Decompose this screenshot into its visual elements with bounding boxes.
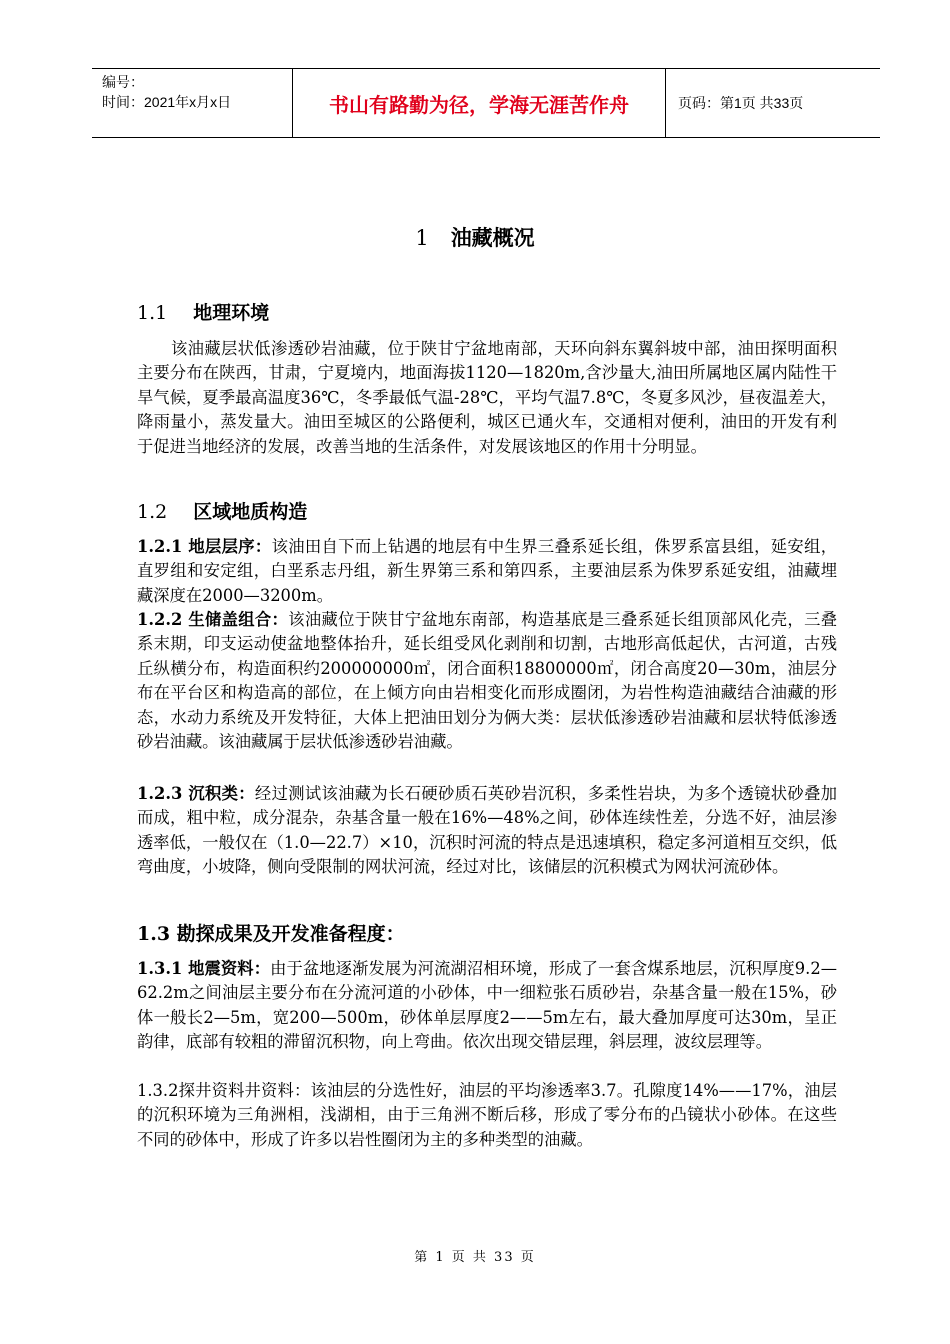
header-time: 时间：2021年x月x日 — [102, 94, 232, 110]
chapter-number: 1 — [415, 226, 429, 250]
section-heading-1-3: 1.3 勘探成果及开发准备程度： — [137, 923, 405, 945]
paragraph-1-3-1 — [137, 957, 837, 1055]
paragraph-text: 经过测试该油藏为长石硬砂质石英砂岩沉积，多柔性岩块，为多个透镜状砂叠加而成，粗中粒，成分混杂，杂基含量一般在16%—48%之间，砂体连续性差，分选不好，油层渗透率低，一般仅在（1.0—22.7）×10，沉积时河流的特点是迅速填积，稳定多河道相互交织，低弯曲度，小坡降，侧向受限制的网状河流，经过对比，该储层的沉积模式为网状河流砂体。 — [137, 784, 837, 877]
paragraph-1-3-2: 1.3.2探井资料井资料：该油层的分选性好，油层的平均渗透率3.7。孔隙度14%——17%，油层的沉积环境为三角洲相，浅湖相，由于三角洲不断后移，形成了零分布的凸镜状小砂体。在这些不同的砂体中，形成了许多以岩性圈闭为主的多种类型的油藏。 — [137, 1081, 837, 1149]
paragraph-text: 该油藏位于陕甘宁盆地东南部，构造基底是三叠系延长组顶部风化壳，三叠系末期，印支运动使盆地整体抬升，延长组受风化剥削和切割，古地形高低起伏，古河道，古残丘纵横分布，构造面积约200000000㎡，闭合面积18800000㎡，闭合高度20—30m，油层分布在平台区和构造高的部位，在上倾方向由岩相变化而形成圈闭，为岩性构造油藏结合油藏的形态，水动力系统及开发特征，大体上把油田划分为俩大类：层状低渗透砂岩油藏和层状特低渗透砂岩油藏。该油藏属于层状低渗透砂岩油藏。 — [137, 610, 837, 752]
chapter-title — [0, 222, 950, 252]
paragraph-label: 1.2.1 地层层序： — [137, 537, 272, 556]
page-footer: 第 1 页 共 33 页 — [414, 1250, 536, 1265]
paragraph-label: 1.3.1 地震资料： — [137, 959, 271, 978]
header-motto: 书山有路勤为径，学海无涯苦作舟 — [293, 69, 666, 137]
section-number: 1.1 — [137, 302, 168, 324]
paragraph-1-2-1 — [137, 535, 837, 608]
paragraph-label: 1.2.3 沉积类： — [137, 784, 255, 803]
section-number: 1.2 — [137, 501, 168, 523]
paragraph-text: 由于盆地逐渐发展为河流湖沼相环境，形成了一套含煤系地层，沉积厚度9.2—62.2m之间油层主要分布在分流河道的小砂体，中一细粒张石质砂岩，杂基含量一般在15%，砂体一般长2—5m，宽200—500m，砂体单层厚度2——5m左右，最大叠加厚度可达30m，呈正韵律，底部有较粗的滞留沉积物，向上弯曲。依次出现交错层理，斜层理，波纹层理等。 — [137, 959, 837, 1052]
paragraph-1-2-3 — [137, 782, 837, 880]
header-page-number: 页码：第1页 共33页 — [678, 95, 804, 111]
section-heading-1-2 — [137, 497, 307, 524]
paragraph-label: 1.2.2 生储盖组合： — [137, 610, 289, 629]
chapter-title-text: 油藏概况 — [450, 225, 535, 250]
paragraph-geography: 该油藏层状低渗透砂岩油藏，位于陕甘宁盆地南部，天环向斜东翼斜坡中部，油田探明面积主要分布在陕西，甘肃，宁夏境内，地面海拔1120—1820m,含沙量大,油田所属地区属内陆性干旱气候，夏季最高温度36℃，冬季最低气温-28℃，平均气温7.8℃，冬夏多风沙，昼夜温差大，降雨量小，蒸发量大。油田至城区的公路便利，城区已通火车，交通相对便利，油田的开发有利于促进当地经济的发展，改善当地的生活条件，对发展该地区的作用十分明显。 — [137, 339, 837, 456]
header-meta — [92, 69, 293, 137]
header-code: 编号： — [102, 74, 144, 90]
paragraph-1-2-2 — [137, 608, 837, 754]
paragraph-text: 该油田自下而上钻遇的地层有中生界三叠系延长组，侏罗系富县组，延安组，直罗组和安定组，白垩系志丹组，新生界第三系和第四系，主要油层系为侏罗系延安组，油藏埋藏深度在2000—3200m。 — [137, 537, 837, 605]
section-heading-1-1 — [137, 298, 269, 325]
page-header — [92, 68, 880, 138]
section-title: 区域地质构造 — [193, 501, 308, 523]
section-title: 地理环境 — [193, 302, 270, 324]
